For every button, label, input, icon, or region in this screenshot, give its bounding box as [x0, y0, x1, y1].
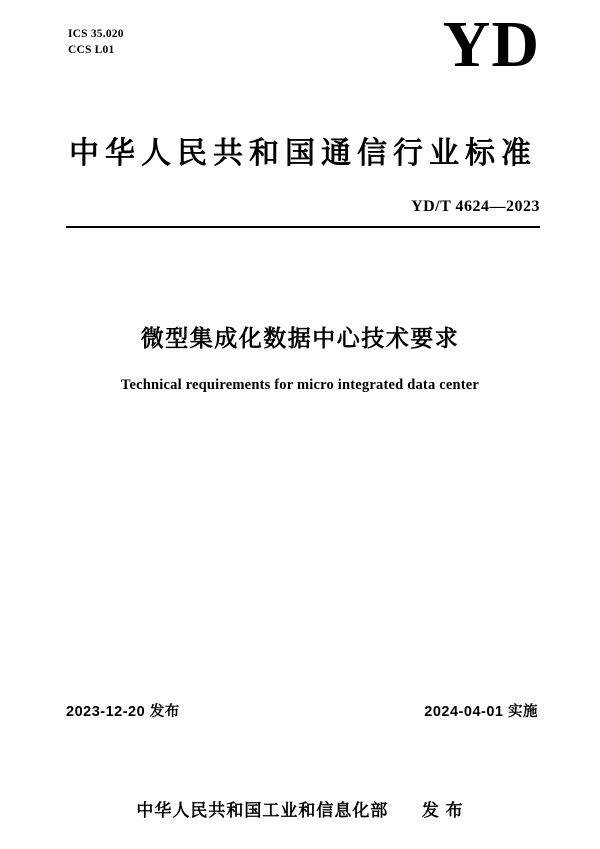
issuing-authority [0, 796, 600, 821]
ics-code: ICS 35.020 [68, 28, 124, 40]
issue-date: 2023-12-20 发布 [66, 704, 180, 720]
standard-number: YD/T 4624—2023 [411, 198, 540, 215]
horizontal-rule [66, 226, 540, 228]
ccs-code: CCS L01 [68, 44, 115, 56]
title-block [52, 320, 548, 394]
classification-codes [68, 26, 124, 58]
date-row [52, 700, 548, 721]
document-title-chinese: 微型集成化数据中心技术要求 [140, 325, 460, 351]
document-title-english: Technical requirements for micro integrated data center [120, 377, 480, 393]
issuer-name: 中华人民共和国工业和信息化部 [136, 801, 389, 820]
effective-date: 2024-04-01 实施 [424, 704, 538, 720]
yd-logo: YD [442, 8, 540, 81]
standard-series-title: 中华人民共和国通信行业标准 [69, 137, 537, 170]
issuer-action: 发 布 [421, 801, 464, 820]
cover-header [52, 0, 548, 120]
